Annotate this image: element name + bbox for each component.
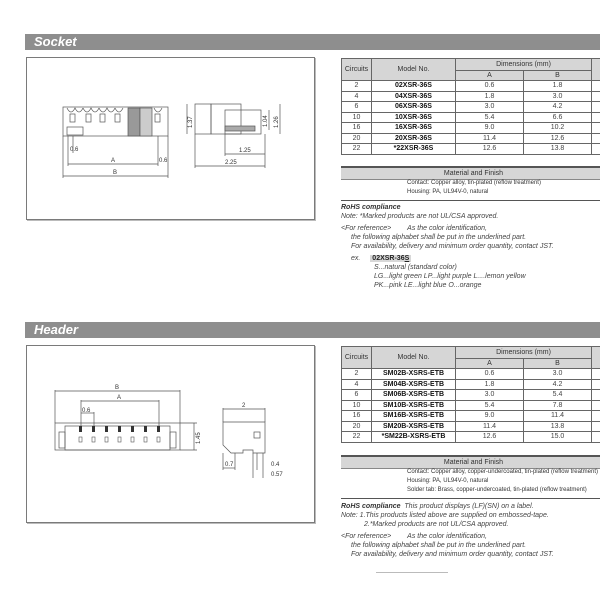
header-drawing-svg bbox=[27, 346, 314, 522]
header-body-outline bbox=[55, 423, 180, 450]
table-row bbox=[342, 81, 600, 92]
material-line: Housing: PA, UL94V-0, natural bbox=[407, 478, 489, 484]
table-row bbox=[342, 133, 600, 144]
cell-circuits: 4 bbox=[342, 379, 372, 390]
cell-circuits: 22 bbox=[342, 144, 372, 155]
col-circuits: Circuits bbox=[342, 347, 372, 369]
pin-slot bbox=[157, 437, 160, 442]
cell-model: SM10B-XSRS-ETB bbox=[372, 400, 456, 411]
material-line: Solder tab: Brass, copper-undercoated, tin-plated (reflow treatment) bbox=[407, 487, 587, 493]
section-header-header bbox=[25, 322, 600, 338]
col-a: A bbox=[456, 71, 524, 81]
cell-dim-a: 9.0 bbox=[456, 123, 524, 134]
blank-underline bbox=[376, 572, 448, 573]
cell-dim-a: 5.4 bbox=[456, 112, 524, 123]
pin-contact bbox=[79, 426, 82, 432]
cell-circuits: 2 bbox=[342, 369, 372, 380]
cell-dim-b: 11.4 bbox=[524, 411, 592, 422]
cell-dim-a: 9.0 bbox=[456, 411, 524, 422]
reference-text: For availability, delivery and minimum order quantity, contact JST. bbox=[351, 551, 554, 558]
cell-dim-b: 4.2 bbox=[524, 102, 592, 113]
color-code: LG...light green LP...light purple L....lemon yellow bbox=[374, 273, 526, 280]
cell-model: 02XSR-36S bbox=[372, 81, 456, 92]
cell-model: SM04B-XSRS-ETB bbox=[372, 379, 456, 390]
cell-dim-b: 3.0 bbox=[524, 91, 592, 102]
cell-dim-a: 5.4 bbox=[456, 400, 524, 411]
reference-text: As the color identification, bbox=[407, 533, 487, 540]
cell-circuits: 10 bbox=[342, 400, 372, 411]
pin-slot bbox=[79, 437, 82, 442]
cell-extra bbox=[592, 421, 600, 432]
dim-b-label: B bbox=[113, 170, 118, 176]
header-drawing bbox=[26, 345, 315, 523]
socket-drawing bbox=[26, 57, 315, 220]
cell-model: SM20B-XSRS-ETB bbox=[372, 421, 456, 432]
col-extra bbox=[592, 347, 600, 369]
socket-drawing-svg bbox=[27, 58, 314, 219]
cell-model: SM06B-XSRS-ETB bbox=[372, 390, 456, 401]
dim-a-label: A bbox=[111, 158, 116, 164]
cell-extra bbox=[592, 91, 600, 102]
table-row bbox=[342, 379, 600, 390]
pin-contact bbox=[92, 426, 95, 432]
pin-slot bbox=[118, 437, 121, 442]
cell-circuits: 16 bbox=[342, 411, 372, 422]
dim-w2-label: 2.25 bbox=[225, 160, 237, 166]
pin-contact bbox=[144, 426, 147, 432]
cell-circuits: 22 bbox=[342, 432, 372, 443]
color-code: PK...pink LE...light blue O...orange bbox=[374, 282, 482, 289]
dim-a-label: A bbox=[117, 395, 122, 401]
header-spec-table bbox=[341, 346, 600, 443]
section-hatch bbox=[128, 108, 140, 136]
cell-model: SM02B-XSRS-ETB bbox=[372, 369, 456, 380]
cell-circuits: 20 bbox=[342, 133, 372, 144]
pin-contact bbox=[105, 426, 108, 432]
cell-dim-a: 3.0 bbox=[456, 102, 524, 113]
cell-dim-b: 15.0 bbox=[524, 432, 592, 443]
dim-w1-label: 1.25 bbox=[239, 148, 251, 154]
dim-pitch-label: 0.6 bbox=[70, 147, 79, 153]
rohs-text: This product displays (LF)(SN) on a label. bbox=[404, 503, 534, 510]
cell-dim-b: 3.0 bbox=[524, 369, 592, 380]
table-row bbox=[342, 400, 600, 411]
rohs-compliance: RoHS compliance bbox=[341, 503, 401, 510]
cell-dim-a: 0.6 bbox=[456, 369, 524, 380]
col-model: Model No. bbox=[372, 59, 456, 81]
example-label: ex. bbox=[351, 255, 361, 262]
socket-notes bbox=[341, 203, 554, 290]
dim-b-label: B bbox=[115, 385, 120, 391]
cell-circuits: 6 bbox=[342, 390, 372, 401]
socket-spec-table bbox=[341, 58, 600, 155]
table-row bbox=[342, 102, 600, 113]
pin-slot bbox=[131, 437, 134, 442]
material-finish-header: Material and Finish bbox=[341, 166, 600, 180]
table-row bbox=[342, 390, 600, 401]
example-line bbox=[341, 254, 554, 263]
cell-circuits: 20 bbox=[342, 421, 372, 432]
section-title: Socket bbox=[34, 34, 77, 49]
cell-circuits: 2 bbox=[342, 81, 372, 92]
dim-h3-label: 1.26 bbox=[274, 116, 280, 128]
reference-text: the following alphabet shall be put in the underlined part. bbox=[351, 542, 527, 549]
cell-dim-b: 10.2 bbox=[524, 123, 592, 134]
pin-slot bbox=[92, 437, 95, 442]
col-dimensions: Dimensions (mm) bbox=[456, 59, 592, 71]
cell-extra bbox=[592, 379, 600, 390]
dim-d1-label: 0.7 bbox=[225, 462, 234, 468]
cell-dim-b: 12.6 bbox=[524, 133, 592, 144]
table-row bbox=[342, 411, 600, 422]
dim-edge-label: 0.6 bbox=[159, 158, 168, 164]
cell-extra bbox=[592, 369, 600, 380]
cell-dim-a: 3.0 bbox=[456, 390, 524, 401]
cell-extra bbox=[592, 81, 600, 92]
cell-model: 20XSR-36S bbox=[372, 133, 456, 144]
table-row bbox=[342, 123, 600, 134]
cell-extra bbox=[592, 112, 600, 123]
cell-extra bbox=[592, 400, 600, 411]
cell-dim-b: 5.4 bbox=[524, 390, 592, 401]
table-row bbox=[342, 144, 600, 155]
material-finish-header: Material and Finish bbox=[341, 455, 600, 469]
pin-contact bbox=[131, 426, 134, 432]
pin-slot bbox=[105, 437, 108, 442]
cell-dim-b: 13.8 bbox=[524, 144, 592, 155]
dim-d2-label: 0.4 bbox=[271, 462, 280, 468]
reference-text: For availability, delivery and minimum order quantity, contact JST. bbox=[351, 243, 554, 250]
example-code-prefix: 02XSR-36 bbox=[372, 255, 405, 262]
table-row bbox=[342, 112, 600, 123]
cell-dim-a: 12.6 bbox=[456, 432, 524, 443]
col-dimensions: Dimensions (mm) bbox=[456, 347, 592, 359]
dim-pitch-label: 0.6 bbox=[82, 408, 91, 414]
color-code: S...natural (standard color) bbox=[374, 264, 457, 271]
reference-text: the following alphabet shall be put in the underlined part. bbox=[351, 234, 527, 241]
material-line: Contact: Copper alloy, tin-plated (reflow treatment) bbox=[407, 180, 541, 186]
cell-model: 16XSR-36S bbox=[372, 123, 456, 134]
cell-model: *SM22B-XSRS-ETB bbox=[372, 432, 456, 443]
material-line: Housing: PA, UL94V-0, natural bbox=[407, 189, 489, 195]
cell-circuits: 6 bbox=[342, 102, 372, 113]
cell-model: SM16B-XSRS-ETB bbox=[372, 411, 456, 422]
cell-extra bbox=[592, 102, 600, 113]
cell-dim-b: 6.6 bbox=[524, 112, 592, 123]
note-text: Note: 1.This products listed above are supplied on embossed-tape. bbox=[341, 512, 549, 519]
dim-w-label: 2 bbox=[242, 403, 246, 409]
table-row bbox=[342, 369, 600, 380]
table-row bbox=[342, 91, 600, 102]
cell-circuits: 4 bbox=[342, 91, 372, 102]
reference-text: As the color identification, bbox=[407, 225, 487, 232]
example-code-suffix: S bbox=[404, 255, 410, 262]
cell-extra bbox=[592, 432, 600, 443]
col-circuits: Circuits bbox=[342, 59, 372, 81]
cell-dim-a: 12.6 bbox=[456, 144, 524, 155]
socket-side-view bbox=[195, 104, 211, 134]
reference-tag: <For reference> bbox=[341, 225, 392, 232]
col-b: B bbox=[524, 359, 592, 369]
pin-slot bbox=[144, 437, 147, 442]
pin-contact bbox=[118, 426, 121, 432]
cell-extra bbox=[592, 133, 600, 144]
divider bbox=[341, 200, 600, 201]
cell-dim-a: 1.8 bbox=[456, 379, 524, 390]
reference-line bbox=[341, 532, 554, 541]
rohs-compliance: RoHS compliance bbox=[341, 204, 401, 211]
cell-extra bbox=[592, 123, 600, 134]
cell-dim-b: 4.2 bbox=[524, 379, 592, 390]
cell-dim-a: 0.6 bbox=[456, 81, 524, 92]
cell-extra bbox=[592, 390, 600, 401]
material-line: Contact: Copper alloy, copper-undercoated, tin-plated (reflow treatment) bbox=[407, 469, 598, 475]
col-extra bbox=[592, 59, 600, 81]
reference-tag: <For reference> bbox=[341, 533, 392, 540]
divider bbox=[341, 498, 600, 499]
section-header-socket bbox=[25, 34, 600, 50]
header-side-view bbox=[223, 422, 265, 453]
cell-circuits: 10 bbox=[342, 112, 372, 123]
header-pins bbox=[79, 426, 160, 442]
cell-dim-a: 11.4 bbox=[456, 421, 524, 432]
cell-dim-a: 11.4 bbox=[456, 133, 524, 144]
cell-model: *22XSR-36S bbox=[372, 144, 456, 155]
header-notes bbox=[341, 502, 554, 559]
col-model: Model No. bbox=[372, 347, 456, 369]
cell-extra bbox=[592, 411, 600, 422]
reference-line bbox=[341, 224, 554, 233]
cell-dim-b: 13.8 bbox=[524, 421, 592, 432]
example-code bbox=[370, 255, 411, 262]
note-text: Note: *Marked products are not UL/CSA approved. bbox=[341, 213, 499, 220]
cell-model: 10XSR-36S bbox=[372, 112, 456, 123]
cell-model: 04XSR-36S bbox=[372, 91, 456, 102]
dim-h2-label: 1.04 bbox=[263, 115, 269, 127]
section-title: Header bbox=[34, 322, 79, 337]
col-b: B bbox=[524, 71, 592, 81]
cell-circuits: 16 bbox=[342, 123, 372, 134]
cell-dim-b: 1.8 bbox=[524, 81, 592, 92]
cell-dim-b: 7.8 bbox=[524, 400, 592, 411]
cell-extra bbox=[592, 144, 600, 155]
table-row bbox=[342, 421, 600, 432]
cell-dim-a: 1.8 bbox=[456, 91, 524, 102]
dim-d3-label: 0.57 bbox=[271, 472, 283, 478]
cell-model: 06XSR-36S bbox=[372, 102, 456, 113]
pin-contact bbox=[157, 426, 160, 432]
col-a: A bbox=[456, 359, 524, 369]
dim-h1-label: 1.37 bbox=[188, 116, 194, 128]
table-row bbox=[342, 432, 600, 443]
note-text: 2.*Marked products are not UL/CSA approved. bbox=[364, 521, 509, 528]
dim-h-label: 1.45 bbox=[196, 432, 202, 444]
